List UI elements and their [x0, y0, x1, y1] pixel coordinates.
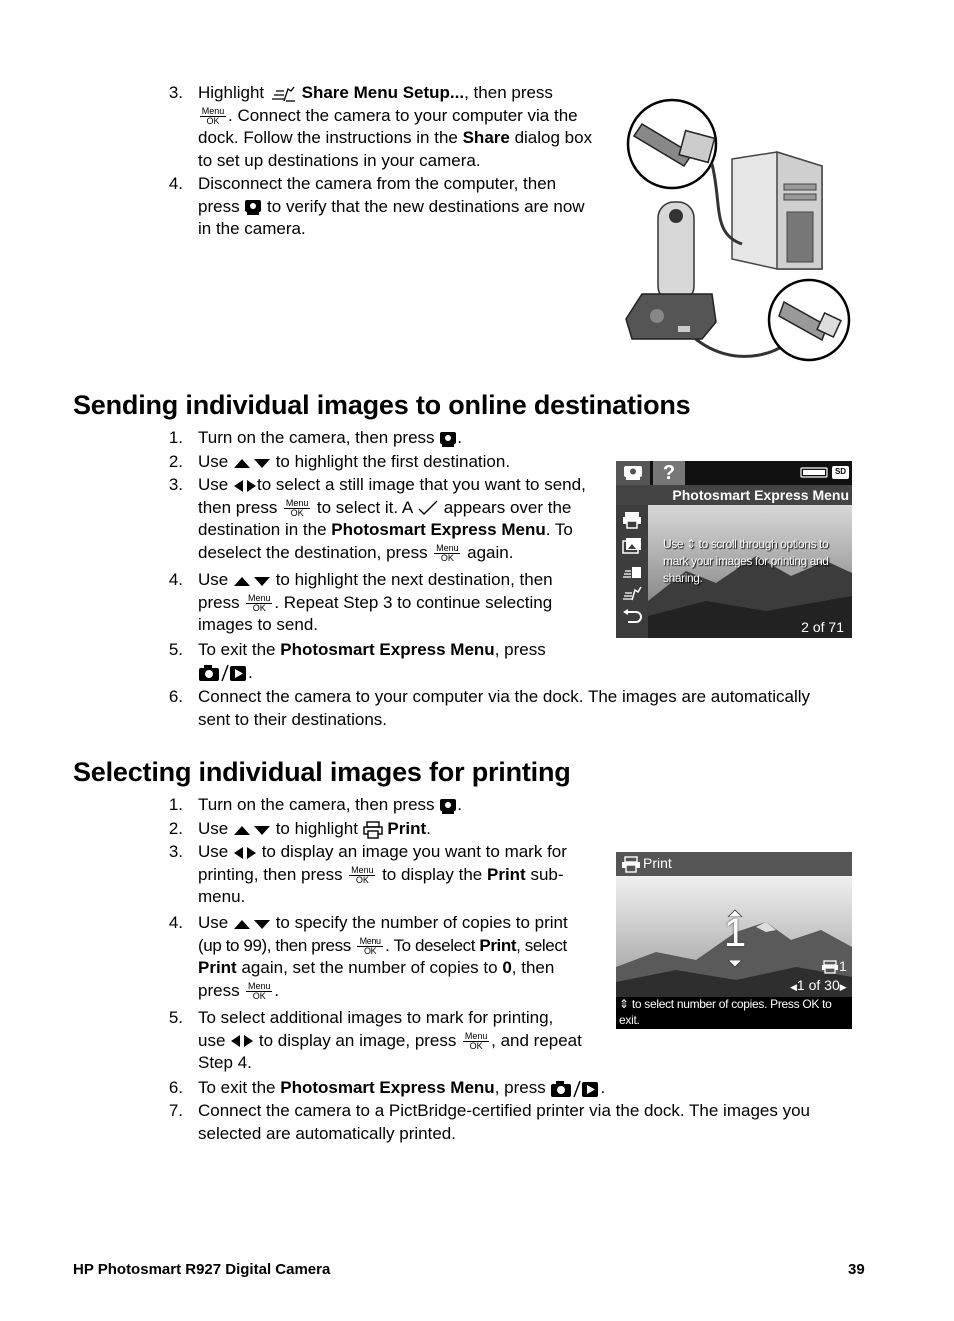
image-counter: ◀1 of 30▶: [790, 977, 847, 993]
checkmark-icon: [417, 500, 439, 516]
camera-playback-icon: [198, 664, 248, 682]
camera-playback-icon: [550, 1080, 600, 1098]
screen-title: Print: [643, 855, 672, 871]
photosmart-express-icon: [439, 797, 457, 815]
camera-dock-computer-illustration: [612, 94, 857, 369]
camera-in-dock: [626, 202, 716, 339]
right-arrow-icon[interactable]: ▶: [839, 982, 847, 992]
up-down-arrows-icon: [233, 575, 271, 587]
copies-down-arrow[interactable]: [727, 955, 743, 963]
sd-card-indicator: SD: [834, 467, 847, 476]
share-setup-icon: [269, 84, 297, 104]
photosmart-express-tab-icon[interactable]: [623, 465, 643, 481]
up-down-arrows-icon: [233, 824, 271, 836]
page-number: 39: [848, 1261, 865, 1278]
photosmart-express-menu-screen: [616, 461, 852, 638]
footer-product-name: HP Photosmart R927 Digital Camera: [73, 1261, 331, 1278]
left-arrow-icon[interactable]: ◀: [790, 982, 797, 992]
menu-help-message: Use ⇕ to scroll through options to mark your images for printing and sharing.: [663, 537, 829, 585]
print-menu-icon[interactable]: [622, 511, 642, 529]
menu-ok-icon: Menu OK: [201, 105, 225, 126]
help-tab[interactable]: ?: [662, 462, 676, 484]
menu-ok-icon: Menu OK: [357, 937, 383, 956]
image-counter: 2 of 71: [801, 619, 844, 635]
menu-ok-icon: Menu OK: [351, 864, 374, 885]
menu-ok-icon: Menu OK: [436, 543, 459, 564]
share-setup-menu-icon[interactable]: [622, 585, 642, 603]
up-down-arrows-icon: [233, 918, 271, 930]
section-heading-printing: Selecting individual images for printing: [73, 757, 571, 787]
up-down-icon: ⇕: [686, 537, 696, 551]
menu-ok-icon: Menu OK: [464, 1030, 488, 1051]
section-heading-sending: Sending individual images to online destinations: [73, 390, 691, 420]
print-count-indicator: 1: [821, 958, 847, 974]
menu-ok-icon: Menu OK: [248, 592, 271, 613]
photosmart-express-icon: [439, 430, 457, 448]
print-icon: [621, 856, 641, 873]
back-icon[interactable]: [622, 609, 642, 625]
left-right-arrows-icon: [230, 1034, 254, 1048]
up-down-icon: ⇕: [619, 997, 629, 1011]
menu-ok-icon: Menu OK: [248, 981, 271, 1002]
slideshow-menu-icon[interactable]: [622, 537, 642, 555]
print-icon: [821, 960, 839, 974]
share-menu-icon[interactable]: [622, 565, 642, 581]
left-right-arrows-icon: [233, 846, 257, 860]
screen-title: Photosmart Express Menu: [672, 487, 849, 503]
computer-tower: [732, 152, 822, 269]
print-help-message: ⇕ to select number of copies. Press OK to exit.: [619, 997, 832, 1027]
up-down-arrows-icon: [233, 457, 271, 469]
menu-ok-icon: Menu OK: [285, 497, 309, 518]
left-right-arrows-icon: [233, 479, 257, 493]
print-submenu-screen: [616, 852, 852, 1029]
print-icon: [363, 821, 383, 839]
copies-count-large: 1: [723, 911, 747, 955]
photosmart-express-icon: [244, 198, 262, 216]
